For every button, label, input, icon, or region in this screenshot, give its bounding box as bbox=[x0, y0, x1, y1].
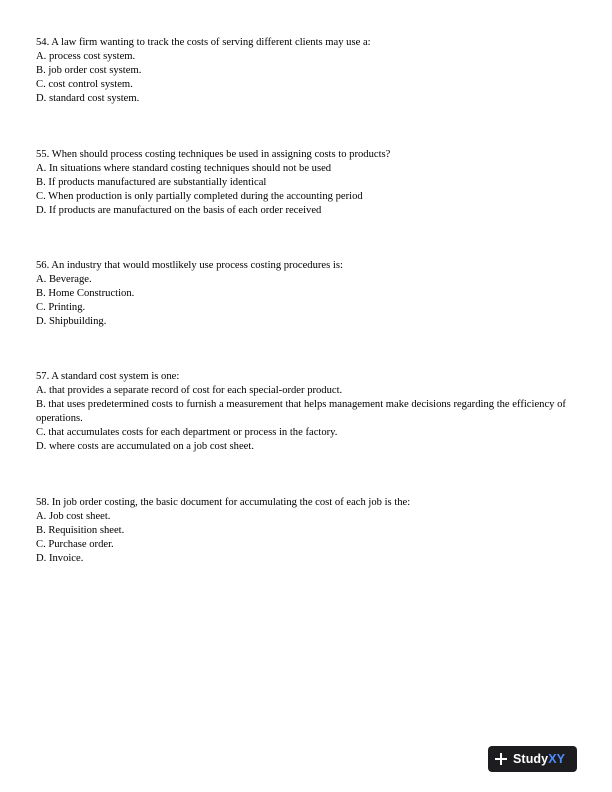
answer-option-d: D. Invoice. bbox=[36, 552, 84, 564]
answer-option-c: C. cost control system. bbox=[36, 78, 133, 90]
answer-option-b: B. If products manufactured are substantially identical bbox=[36, 176, 267, 188]
question-58 bbox=[36, 496, 580, 566]
answer-option-b: B. job order cost system. bbox=[36, 64, 142, 76]
answer-option-c: C. that accumulates costs for each department or process in the factory. bbox=[36, 426, 338, 438]
question-54 bbox=[36, 36, 580, 106]
answer-option-c: C. Purchase order. bbox=[36, 538, 114, 550]
question-stem: 54. A law firm wanting to track the costs of serving different clients may use a: bbox=[36, 37, 371, 48]
answer-option-d: D. If products are manufactured on the basis of each order received bbox=[36, 204, 322, 216]
brand-name-accent: XY bbox=[548, 752, 566, 766]
answer-option-c: C. When production is only partially completed during the accounting period bbox=[36, 190, 363, 202]
question-55 bbox=[36, 148, 580, 218]
answer-option-a: A. process cost system. bbox=[36, 50, 136, 62]
plus-icon bbox=[495, 753, 507, 765]
question-stem: 57. A standard cost system is one: bbox=[36, 371, 180, 382]
answer-option-d: D. Shipbuilding. bbox=[36, 315, 107, 327]
question-stem: 58. In job order costing, the basic document for accumulating the cost of each job is the: bbox=[36, 497, 411, 508]
answer-option-d: D. where costs are accumulated on a job cost sheet. bbox=[36, 440, 254, 452]
answer-option-a: A. Job cost sheet. bbox=[36, 510, 111, 522]
question-57 bbox=[36, 370, 580, 453]
answer-option-d: D. standard cost system. bbox=[36, 92, 140, 104]
answer-option-a: A. that provides a separate record of cost for each special-order product. bbox=[36, 384, 343, 396]
question-stem: 55. When should process costing techniques be used in assigning costs to products? bbox=[36, 149, 391, 160]
answer-option-c: C. Printing. bbox=[36, 301, 86, 313]
answer-option-b: B. Home Construction. bbox=[36, 287, 135, 299]
brand-name-main: Study bbox=[513, 752, 549, 766]
question-stem: 56. An industry that would mostlikely use process costing procedures is: bbox=[36, 260, 343, 271]
answer-option-a: A. In situations where standard costing techniques should not be used bbox=[36, 162, 332, 174]
question-56 bbox=[36, 259, 580, 329]
brand-name bbox=[513, 752, 565, 766]
answer-option-b: B. Requisition sheet. bbox=[36, 524, 125, 536]
answer-option-b: B. that uses predetermined costs to furnish a measurement that helps management make decisions regarding the efficiency of operations. bbox=[36, 398, 566, 424]
studyxy-logo-badge[interactable] bbox=[488, 746, 577, 772]
answer-option-a: A. Beverage. bbox=[36, 273, 92, 285]
